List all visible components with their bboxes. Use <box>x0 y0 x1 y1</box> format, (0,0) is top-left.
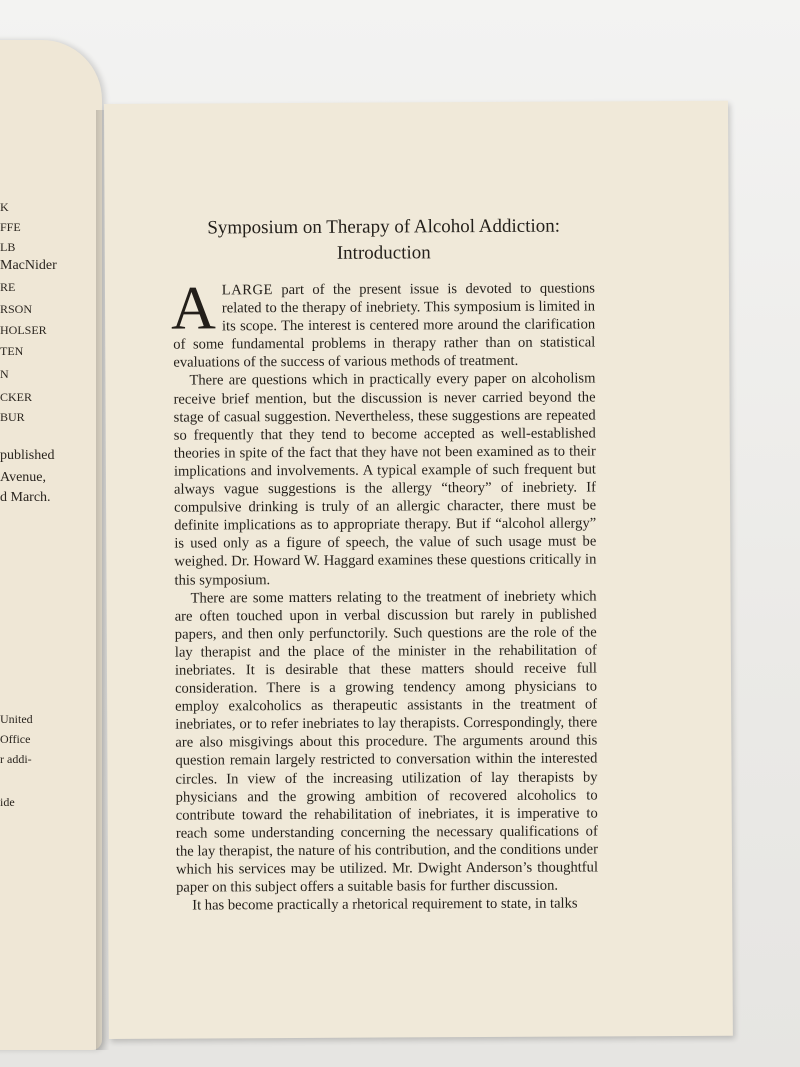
left-fragment: RSON <box>0 302 33 316</box>
left-fragment: K <box>0 200 9 214</box>
left-fragment: Avenue, <box>0 470 46 485</box>
left-fragment: MacNider <box>0 258 57 273</box>
left-fragment: r addi- <box>0 752 32 766</box>
left-fragment: BUR <box>0 410 25 424</box>
left-fragment: N <box>0 367 9 381</box>
left-fragment: United <box>0 712 33 726</box>
left-fragment: ide <box>0 795 15 809</box>
drop-cap: A <box>170 274 217 343</box>
left-fragment: FFE <box>0 220 21 234</box>
paragraph-3: There are some matters relating to the treatment of inebriety which are often touched upon in verbal discussion but rarely in published papers, and then only perfunctorily. Such questions are the role of the lay therapist and the place of the minister in the rehabilitation of inebriates. It is desirable that these matters should receive full consideration. There is a growing tendency among physicians to employ exalcoholics as therapeutic assistants in the treatment of inebriates, or to refer inebriates to lay therapists. Correspondingly, there are also misgivings about this procedure. The arguments around this question remain largely restricted to conversation within the interested circles. In view of the increasing utilization of lay therapists by physicians and the growing ambition of recovered alcoholics to contribute toward the rehabilitation of inebriates, it is imperative to reach some understanding concerning the necessary qualifications of the lay therapist, the nature of his contribution, and the conditions under which his services may be utilized. Mr. Dwight Anderson’s thoughtful paper on this subject offers a suitable basis for further discussion. <box>174 588 599 896</box>
left-fragment: published <box>0 448 55 463</box>
left-fragment: TEN <box>0 344 24 358</box>
left-fragment: d March. <box>0 490 51 505</box>
article-title <box>173 213 595 267</box>
left-page <box>0 40 102 1050</box>
paragraph-1 <box>170 274 596 372</box>
paragraph-2: There are questions which in practically every paper on alcoholism receive brief mention, but the discussion is never carried beyond the stage of casual suggestion. Nevertheless, these suggestions are repeated so frequently that they tend to become accepted as well-established theories in spite of the fact that they have not been examined as to their implications and involvements. A typical example of such frequent but always vague suggestions is the allergy “theory” of inebriety. If compulsive drinking is truly of an allergic character, there must be definite implications as to appropriate therapy. But if “alcohol allergy” is used only as a figure of speech, the value of such usage must be weighed. Dr. Howard W. Haggard examines these questions critically in this symposium. <box>173 370 597 589</box>
lead-word: LARGE <box>221 282 273 299</box>
left-fragment: Office <box>0 732 31 746</box>
title-line-2: Introduction <box>336 242 431 264</box>
article <box>170 213 599 914</box>
title-line-1: Symposium on Therapy of Alcohol Addiction: <box>207 215 561 239</box>
left-fragment: RE <box>0 280 16 294</box>
left-fragment: HOLSER <box>0 323 47 337</box>
left-fragment: CKER <box>0 390 33 404</box>
left-fragment: LB <box>0 240 16 254</box>
right-page <box>104 101 733 1039</box>
paragraph-1-text: part of the present issue is devoted to questions related to the therapy of inebriety. This symposium is limited in its scope. The interest is centered more around the clarification of some fundamental problems in therapy rather than on statistical evaluations of the success of various methods of treatment. <box>173 280 596 372</box>
paragraph-4: It has become practically a rhetorical requirement to state, in talks <box>192 895 578 914</box>
